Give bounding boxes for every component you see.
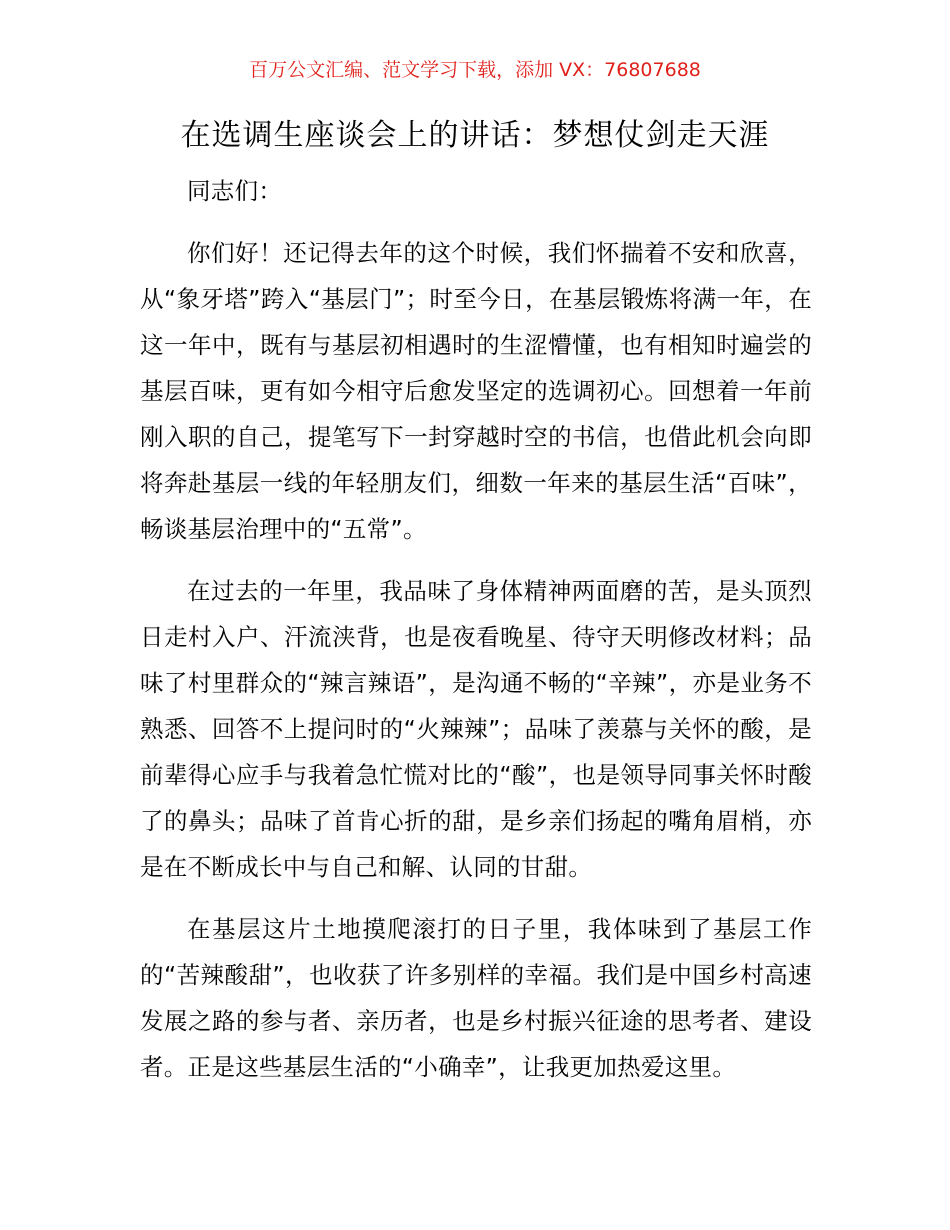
salutation: 同志们：: [187, 177, 283, 205]
paragraph-3: 在基层这片土地摸爬滚打的日子里，我体味到了基层工作的“苦辣酸甜”，也收获了许多别样的幸福。我们是中国乡村高速发展之路的参与者、亲历者，也是乡村振兴征途的思考者、建设者。正是这些基层生活的“小确幸”，让我更加热爱这里。: [140, 915, 812, 1081]
document-title: 在选调生座谈会上的讲话：梦想仗剑走天涯: [180, 118, 770, 153]
paragraph-1: 你们好！还记得去年的这个时候，我们怀揣着不安和欣喜，从“象牙塔”跨入“基层门”；时至今日，在基层锻炼将满一年，在这一年中，既有与基层初相遇时的生涩懵懂，也有相知时遍尝的基层百味，更有如今相守后愈发坚定的选调初心。回想着一年前刚入职的自己，提笔写下一封穿越时空的书信，也借此机会向即将奔赴基层一线的年轻朋友们，细数一年来的基层生活“百味”，畅谈基层治理中的“五常”。: [140, 239, 812, 543]
document-body: [140, 168, 812, 1106]
header-banner: 百万公文汇编、范文学习下载，添加 VX：76807688: [249, 59, 701, 81]
paragraph-2: 在过去的一年里，我品味了身体精神两面磨的苦，是头顶烈日走村入户、汗流浃背，也是夜看晚星、待守天明修改材料；品味了村里群众的“辣言辣语”，是沟通不畅的“辛辣”，亦是业务不熟悉、回答不上提问时的“火辣辣”；品味了羡慕与关怀的酸，是前辈得心应手与我着急忙慌对比的“酸”，也是领导同事关怀时酸了的鼻头；品味了首肯心折的甜，是乡亲们扬起的嘴角眉梢，亦是在不断成长中与自己和解、认同的甘甜。: [140, 577, 812, 881]
